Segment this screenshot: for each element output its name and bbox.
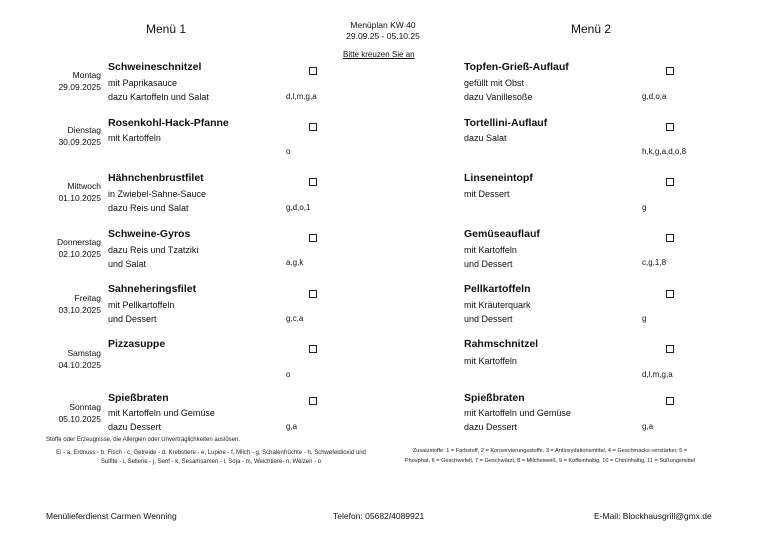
- desc-line: mit Kartoffeln und Gemüse: [108, 408, 215, 418]
- menu2-dish-name: Spießbraten: [464, 392, 525, 404]
- weekday: Donnerstag: [57, 237, 101, 247]
- menu1-dish-name: Sahneheringsfilet: [108, 283, 197, 295]
- allergen-legend: [56, 449, 366, 467]
- menu2-checkbox[interactable]: [666, 345, 674, 353]
- menu1-dish-desc: [108, 243, 198, 271]
- menu2-dish-name: Rahmschnitzel: [464, 338, 539, 350]
- desc-line: mit Paprikasauce: [108, 78, 178, 88]
- menu1-dish-name: Schweineschnitzel: [108, 61, 202, 73]
- footer-phone: Telefon: 05682/4089921: [333, 511, 425, 521]
- menu2-dish-name: Topfen-Grieß-Auflauf: [464, 61, 569, 73]
- menu2-allergen-codes: g,d,o,a: [642, 92, 667, 101]
- desc-line: und Salat: [108, 259, 147, 269]
- menu2-dish-name: Linseneintopf: [464, 172, 533, 184]
- menu1-dish-desc: [108, 298, 174, 326]
- menu1-checkbox[interactable]: [309, 234, 317, 242]
- desc-line: mit Kartoffeln und Gemüse: [464, 408, 571, 418]
- desc-line: in Zwiebel-Sahne-Sauce: [108, 189, 207, 199]
- instruction-text: Bitte kreuzen Sie an: [343, 50, 415, 59]
- menu1-dish-desc: [108, 76, 209, 104]
- menu2-checkbox[interactable]: [666, 67, 674, 75]
- date: 03.10.2025: [58, 304, 101, 315]
- menu1-dish-name: Schweine-Gyros: [108, 228, 191, 240]
- desc-line: mit Pellkartoffeln: [108, 300, 175, 310]
- day-label-tuesday: [41, 125, 101, 148]
- weekday: Dienstag: [67, 125, 101, 135]
- day-label-thursday: [41, 237, 101, 260]
- menu1-checkbox[interactable]: [309, 123, 317, 131]
- allergen-line: Ei - a, Erdnuss - b, Fisch - c, Getreide - d, Krebstiere - e, Lupine - f, Milch - g, Schalenfrüchte - h, Schwefeldioxid und: [56, 450, 366, 456]
- menu1-dish-name: Pizzasuppe: [108, 338, 166, 350]
- desc-line: dazu Dessert: [464, 422, 518, 432]
- date: 05.10.2025: [58, 413, 101, 424]
- menu2-allergen-codes: g: [642, 203, 647, 212]
- menu2-dish-desc: [464, 131, 507, 145]
- desc-line: mit Kartoffeln: [108, 133, 161, 143]
- menu1-dish-desc: [108, 406, 215, 434]
- desc-line: mit Kräuterquark: [464, 300, 531, 310]
- menu1-checkbox[interactable]: [309, 67, 317, 75]
- allergen-heading: Stoffe oder Erzeugnisse, die Allergien oder Unverträglichkeiten auslösen.: [46, 437, 241, 443]
- menu1-dish-desc: [108, 187, 206, 215]
- menu1-allergen-codes: g,c,a: [286, 314, 304, 323]
- weekday: Sonntag: [69, 402, 101, 412]
- date: 29.09.2025: [58, 81, 101, 92]
- menu2-dish-name: Tortellini-Auflauf: [464, 117, 548, 129]
- menu1-title: Menü 1: [146, 22, 187, 36]
- plan-title: Menüplan KW 40: [350, 20, 416, 30]
- menu1-dish-name: Rosenkohl-Hack-Pfanne: [108, 117, 229, 129]
- date: 04.10.2025: [58, 359, 101, 370]
- date: 02.10.2025: [58, 248, 101, 259]
- allergen-line: Sulfite - i, Sellerie - j, Senf - k, Sesamsamen - l, Soja - m, Weichtiere- n, Weizen - o: [100, 459, 322, 465]
- date: 01.10.2025: [58, 192, 101, 203]
- menu2-allergen-codes: d,l,m,g,a: [642, 370, 673, 379]
- menu1-checkbox[interactable]: [309, 397, 317, 405]
- menu1-checkbox[interactable]: [309, 178, 317, 186]
- menu1-allergen-codes: o: [286, 147, 291, 156]
- desc-line: und Dessert: [464, 314, 513, 324]
- weekday: Montag: [72, 70, 101, 80]
- menu1-allergen-codes: g,a: [286, 422, 298, 431]
- desc-line: mit Kartoffeln: [464, 356, 517, 366]
- day-label-sunday: [41, 402, 101, 425]
- menu1-allergen-codes: g,d,o,1: [286, 203, 311, 212]
- desc-line: mit Dessert: [464, 189, 510, 199]
- menu1-dish-name: Hähnchenbrustfilet: [108, 172, 204, 184]
- menu1-allergen-codes: o: [286, 370, 291, 379]
- menu2-dish-desc: [464, 76, 532, 104]
- day-label-wednesday: [41, 181, 101, 204]
- menu2-allergen-codes: c,g,1,8: [642, 258, 667, 267]
- menu2-allergen-codes: h,k,g,a,d,o,8: [642, 147, 687, 156]
- menu1-allergen-codes: d,l,m,g,a: [286, 92, 317, 101]
- menu2-checkbox[interactable]: [666, 178, 674, 186]
- date: 30.09.2025: [58, 136, 101, 147]
- desc-line: gefüllt mit Obst: [464, 78, 525, 88]
- menu2-allergen-codes: g: [642, 314, 647, 323]
- weekday: Freitag: [74, 293, 101, 303]
- menu2-title: Menü 2: [571, 22, 612, 36]
- desc-line: und Dessert: [464, 259, 513, 269]
- menu2-checkbox[interactable]: [666, 290, 674, 298]
- desc-line: dazu Dessert: [108, 422, 162, 432]
- desc-line: mit Kartoffeln: [464, 245, 517, 255]
- menu2-dish-name: Gemüseauflauf: [464, 228, 540, 240]
- plan-date-range: 29.09.25 - 05.10.25: [346, 31, 420, 41]
- desc-line: dazu Kartoffeln und Salat: [108, 92, 209, 102]
- menu2-dish-desc: [464, 187, 510, 201]
- additives-legend: Zusatzstoffe: 1 = Farbstoff, 2 = Konservierungsstoffe, 3 = Antioxydationsmittel, 4 = Geschmacks-verstärker, 5 = Phosphat, 6 = Geschwefelt, 7 = Geschwärzt, 8 = Milcheiweiß, 9 = Koffeinhaltig, 10 = Chininhaltig, 11 = Süßungsmittel: [404, 448, 696, 464]
- day-label-saturday: [41, 348, 101, 371]
- menu1-checkbox[interactable]: [309, 345, 317, 353]
- menu1-dish-name: Spießbraten: [108, 392, 169, 404]
- desc-line: dazu Vanillesoße: [464, 92, 533, 102]
- plan-title-block: [318, 20, 448, 42]
- menu2-checkbox[interactable]: [666, 123, 674, 131]
- menu2-dish-desc: [464, 298, 531, 326]
- day-label-friday: [41, 293, 101, 316]
- desc-line: dazu Reis und Tzatziki: [108, 245, 199, 255]
- desc-line: dazu Reis und Salat: [108, 203, 189, 213]
- footer-email: E-Mail: Blockhausgrill@gmx.de: [594, 511, 712, 521]
- weekday: Samstag: [67, 348, 101, 358]
- weekday: Mittwoch: [67, 181, 101, 191]
- day-label-monday: [41, 70, 101, 93]
- menu2-dish-desc: [464, 243, 517, 271]
- menu2-allergen-codes: g,a: [642, 422, 654, 431]
- desc-line: dazu Salat: [464, 133, 507, 143]
- menu2-dish-name: Pellkartoffeln: [464, 283, 531, 295]
- menu1-checkbox[interactable]: [309, 290, 317, 298]
- menu1-dish-desc: [108, 131, 161, 145]
- menu2-dish-desc: [464, 354, 517, 368]
- menu2-dish-desc: [464, 406, 571, 434]
- footer-company: Menülieferdienst Carmen Wenning: [46, 511, 177, 521]
- menu1-allergen-codes: a,g,k: [286, 258, 304, 267]
- menu2-checkbox[interactable]: [666, 234, 674, 242]
- menu2-checkbox[interactable]: [666, 397, 674, 405]
- desc-line: und Dessert: [108, 314, 157, 324]
